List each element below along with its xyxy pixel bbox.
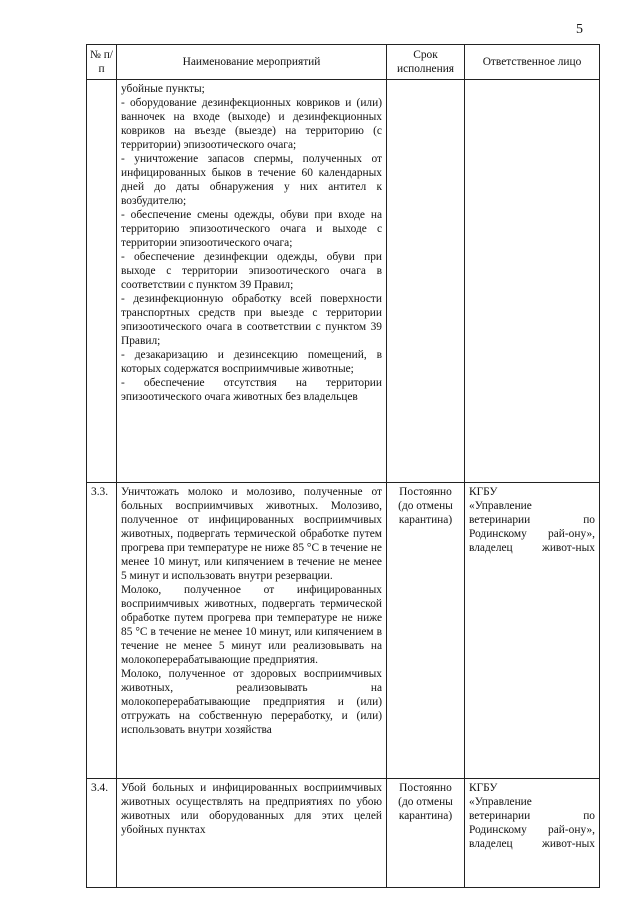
header-term: Срок исполнения xyxy=(387,45,465,80)
row-responsible xyxy=(465,779,600,888)
row-measures xyxy=(117,779,387,888)
measure-text: Молоко, полученное от инфицированных восприимчивых животных, подвергать термической обработке путем прогрева при температуре не ниже 85 °С в течение не менее 10 минут, или кипячением в течение не менее 5 минут или реализовывать на молокоперерабатывающие предприятия. xyxy=(121,584,382,666)
row-measures xyxy=(117,483,387,779)
row-responsible xyxy=(465,80,600,483)
responsible-text: КГБУ xyxy=(469,486,498,498)
measure-text: Молоко, полученное от здоровых восприимчивых животных, реализовывать на молокоперерабатывающие предприятия и (или) отгружать на собственную переработку, и (или) использовать внутри хозяйства xyxy=(121,668,382,736)
row-term xyxy=(387,80,465,483)
measure-text: - обеспечение отсутствия на территории эпизоотического очага животных без владельцев xyxy=(121,377,382,403)
responsible-text: «Управление ветеринарии по Родинскому рай-ону», xyxy=(469,796,595,836)
row-num xyxy=(87,80,117,483)
header-num: № п/п xyxy=(87,45,117,80)
header-responsible: Ответственное лицо xyxy=(465,45,600,80)
row-num: 3.3. xyxy=(87,483,117,779)
responsible-text: КГБУ xyxy=(469,782,498,794)
measure-text: - дезакаризацию и дезинсекцию помещений, в которых содержатся восприимчивые животные; xyxy=(121,349,382,375)
row-term: Постоянно (до отмены карантина) xyxy=(387,483,465,779)
measure-text: - оборудование дезинфекционных ковриков и (или) ванночек на входе (выходе) и дезинфекционных ковриков на въезде (выезде) на территорию (с территории) эпизоотического очага; xyxy=(121,97,382,151)
header-name: Наименование мероприятий xyxy=(117,45,387,80)
measure-text: убойные пункты; xyxy=(121,83,205,95)
measure-text: - дезинфекционную обработку всей поверхности транспортных средств при выезде с территории эпизоотического очага в соответствии с пунктом 39 Правил; xyxy=(121,293,382,347)
row-measures xyxy=(117,80,387,483)
table-header-row xyxy=(87,45,600,80)
row-responsible xyxy=(465,483,600,779)
table-row xyxy=(87,779,600,888)
table-row xyxy=(87,483,600,779)
measure-text: Уничтожать молоко и молозиво, полученные от больных восприимчивых животных. Молозиво, полученное от инфицированных восприимчивых животных, подвергать термической обработке путем прогрева при температуре не ниже 85 °С в течение не менее 10 минут, или кипячением в течение не менее 5 минут и использовать внутри резервации. xyxy=(121,486,382,582)
measure-text: - обеспечение смены одежды, обуви при входе на территорию эпизоотического очага и выходе с территории эпизоотического очага; xyxy=(121,209,382,249)
measure-text: Убой больных и инфицированных восприимчивых животных осуществлять на предприятиях по убою животных или оборудованных для этих целей убойных пунктах xyxy=(121,782,382,836)
page-number: 5 xyxy=(576,22,583,37)
responsible-text: владелец живот-ных xyxy=(469,542,595,554)
measure-text: - уничтожение запасов спермы, полученных от инфицированных быков в течение 60 календарных дней до даты обнаружения у них антител к возбудителю; xyxy=(121,153,382,207)
row-term: Постоянно (до отмены карантина) xyxy=(387,779,465,888)
measures-table xyxy=(86,44,600,888)
measure-text: - обеспечение дезинфекции одежды, обуви при выходе с территории эпизоотического очага в соответствии с пунктом 39 Правил; xyxy=(121,251,382,291)
table-row xyxy=(87,80,600,483)
responsible-text: «Управление ветеринарии по Родинскому рай-ону», xyxy=(469,500,595,540)
responsible-text: владелец живот-ных xyxy=(469,838,595,850)
row-num: 3.4. xyxy=(87,779,117,888)
